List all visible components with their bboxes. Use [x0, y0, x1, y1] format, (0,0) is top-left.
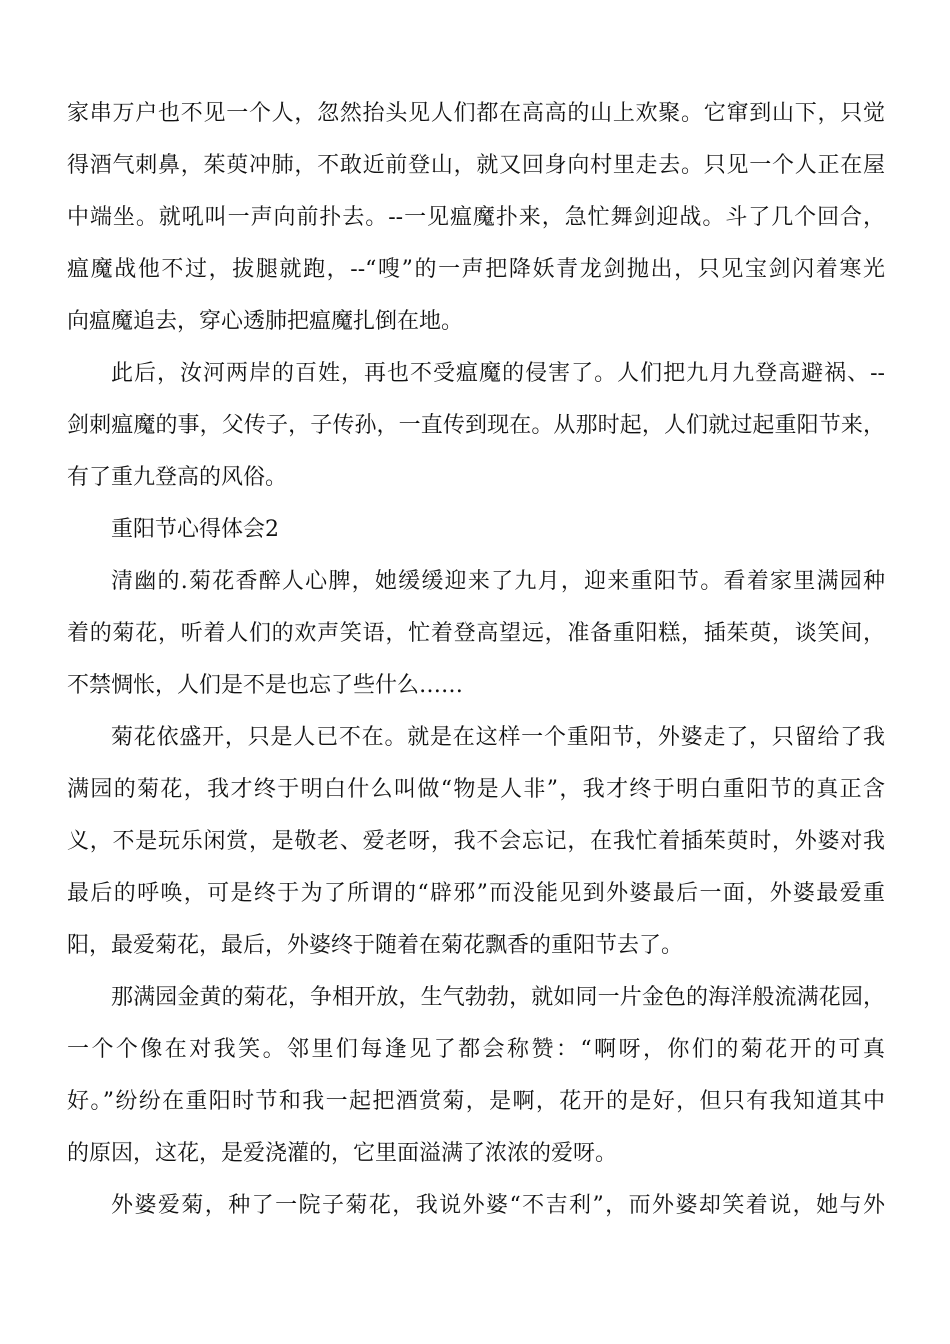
text-line: 义，不是玩乐闲赏，是敬老、爱老呀，我不会忘记，在我忙着插茱萸时，外婆对我	[67, 829, 885, 854]
text-line: 好。”纷纷在重阳时节和我一起把酒赏菊，是啊，花开的是好，但只有我知道其中	[67, 1089, 885, 1114]
text-line: 瘟魔战他不过，拔腿就跑，--“嗖”的一声把降妖青龙剑抛出，只见宝剑闪着寒光	[67, 257, 885, 282]
paragraph-start-line: 外婆爱菊，种了一院子菊花，我说外婆“不吉利”，而外婆却笑着说，她与外	[111, 1193, 885, 1218]
text-line: 着的菊花，听着人们的欢声笑语，忙着登高望远，准备重阳糕，插茱萸，谈笑间，	[67, 621, 885, 646]
paragraph-start-line: 那满园金黄的菊花，争相开放，生气勃勃，就如同一片金色的海洋般流满花园，	[111, 985, 885, 1010]
text-line: 最后的呼唤，可是终于为了所谓的“辟邪”而没能见到外婆最后一面，外婆最爱重	[67, 881, 885, 906]
text-line: 阳，最爱菊花，最后，外婆终于随着在菊花飘香的重阳节去了。	[67, 933, 684, 958]
text-line: 家串万户也不见一个人，忽然抬头见人们都在高高的山上欢聚。它窜到山下，只觉	[67, 101, 885, 126]
paragraph-start-line: 此后，汝河两岸的百姓，再也不受瘟魔的侵害了。人们把九月九登高避祸、--	[111, 361, 885, 386]
text-line: 中端坐。就吼叫一声向前扑去。--一见瘟魔扑来，急忙舞剑迎战。斗了几个回合，	[67, 205, 885, 230]
text-line: 剑刺瘟魔的事，父传子，子传孙，一直传到现在。从那时起，人们就过起重阳节来，	[67, 413, 885, 438]
paragraph-start-line: 清幽的.菊花香醉人心脾，她缓缓迎来了九月，迎来重阳节。看着家里满园种	[111, 569, 885, 594]
text-line: 一个个像在对我笑。邻里们每逢见了都会称赞：“啊呀，你们的菊花开的可真	[67, 1037, 885, 1062]
paragraph-start-line: 菊花依盛开，只是人已不在。就是在这样一个重阳节，外婆走了，只留给了我	[111, 725, 885, 750]
text-line: 有了重九登高的风俗。	[67, 465, 288, 490]
text-line: 满园的菊花，我才终于明白什么叫做“物是人非”，我才终于明白重阳节的真正含	[67, 777, 885, 802]
text-line: 不禁惆怅，人们是不是也忘了些什么……	[67, 673, 464, 698]
text-line: 向瘟魔追去，穿心透肺把瘟魔扎倒在地。	[67, 309, 464, 334]
section-heading: 重阳节心得体会2	[111, 517, 279, 542]
text-line: 的原因，这花，是爱浇灌的，它里面溢满了浓浓的爱呀。	[67, 1141, 618, 1166]
text-line: 得酒气刺鼻，茱萸冲肺，不敢近前登山，就又回身向村里走去。只见一个人正在屋	[67, 153, 885, 178]
